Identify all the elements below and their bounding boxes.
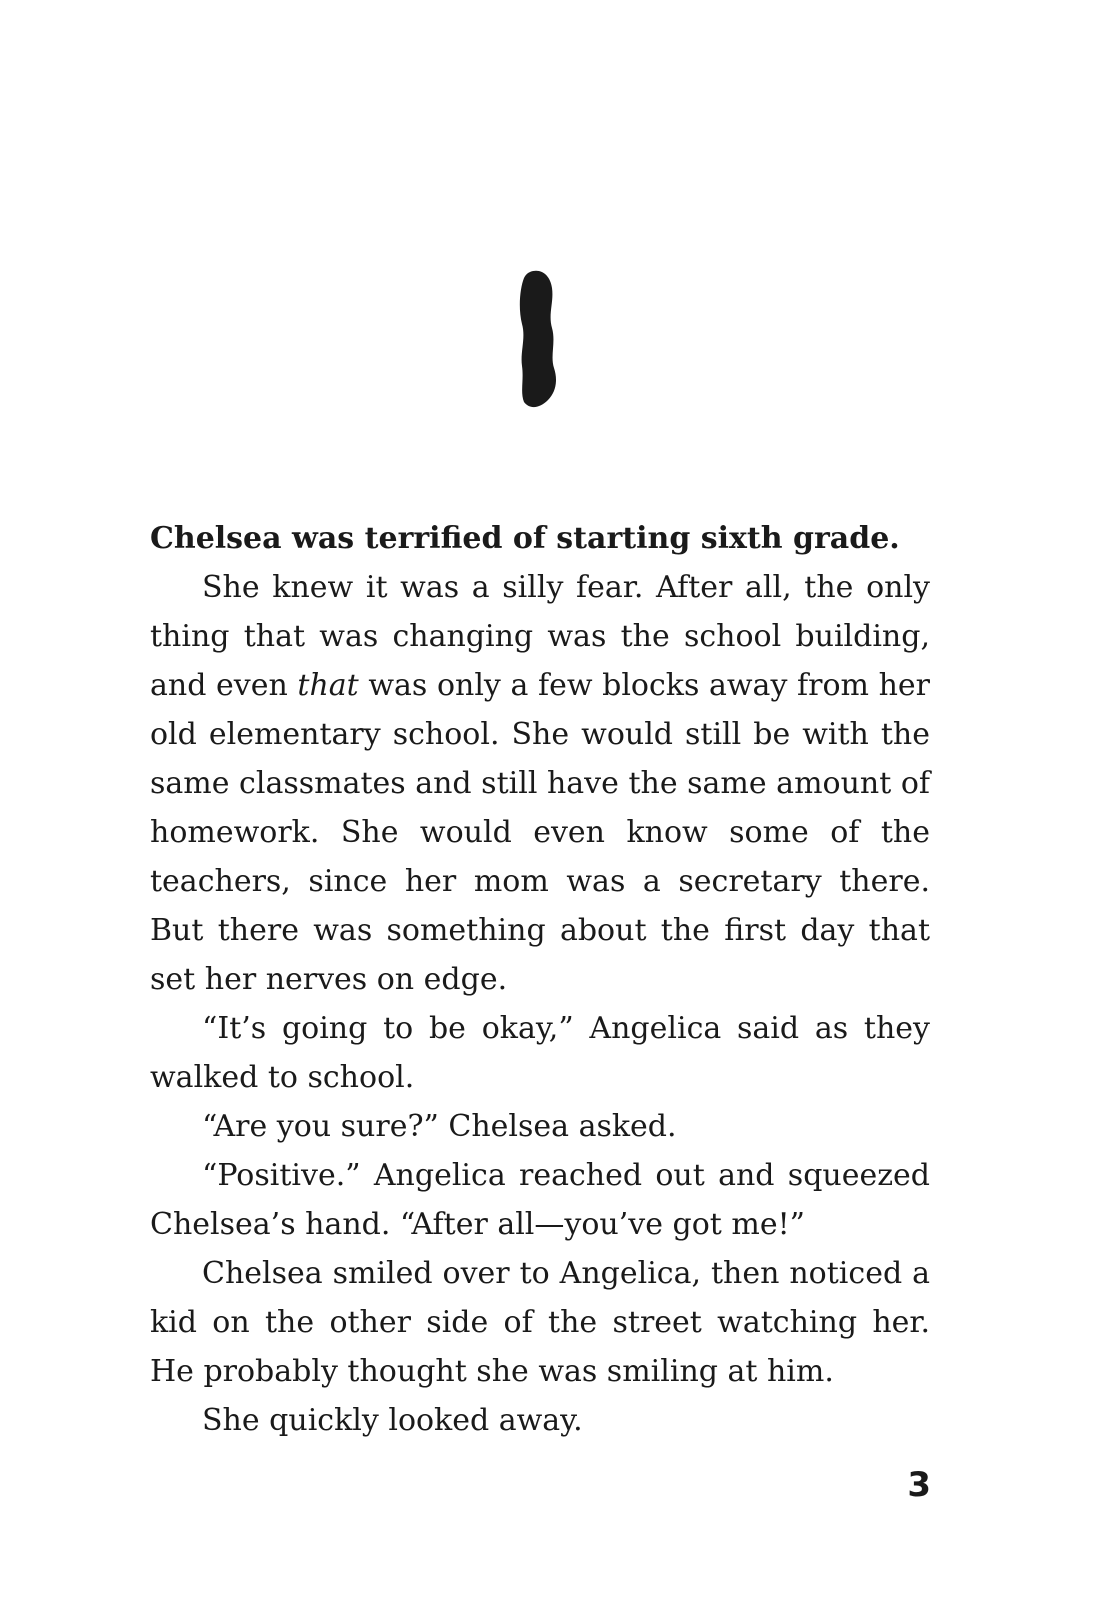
paragraph-text: She knew it was a silly fear. After all, the only thing that was changing was the school building, and even: [150, 570, 930, 703]
paragraph: Chelsea smiled over to Angelica, then noticed a kid on the other side of the street watching her. He probably thought she was smiling at him.: [150, 1256, 930, 1389]
emphasized-word: that: [297, 668, 359, 703]
paragraph: “It’s going to be okay,” Angelica said as they walked to school.: [150, 1011, 930, 1095]
hand-drawn-numeral-one-icon: [508, 268, 568, 418]
paragraph: “Are you sure?” Chelsea asked.: [202, 1109, 677, 1144]
paragraph: “Positive.” Angelica reached out and squeezed Chelsea’s hand. “After all—you’ve got me!”: [150, 1158, 930, 1242]
paragraph: [150, 563, 930, 1004]
page-number: 3: [907, 1465, 931, 1505]
paragraph-text: was only a few blocks away from her old elementary school. She would still be with the same classmates and still have the same amount of homework. She would even know some of the teachers, since her mom was a secretary there. But there was something about the first day that set her nerves on edge.: [150, 668, 930, 997]
opening-paragraph: Chelsea was terrified of starting sixth grade.: [150, 521, 900, 556]
paragraph: She quickly looked away.: [202, 1403, 583, 1438]
body-text: [150, 514, 930, 1445]
